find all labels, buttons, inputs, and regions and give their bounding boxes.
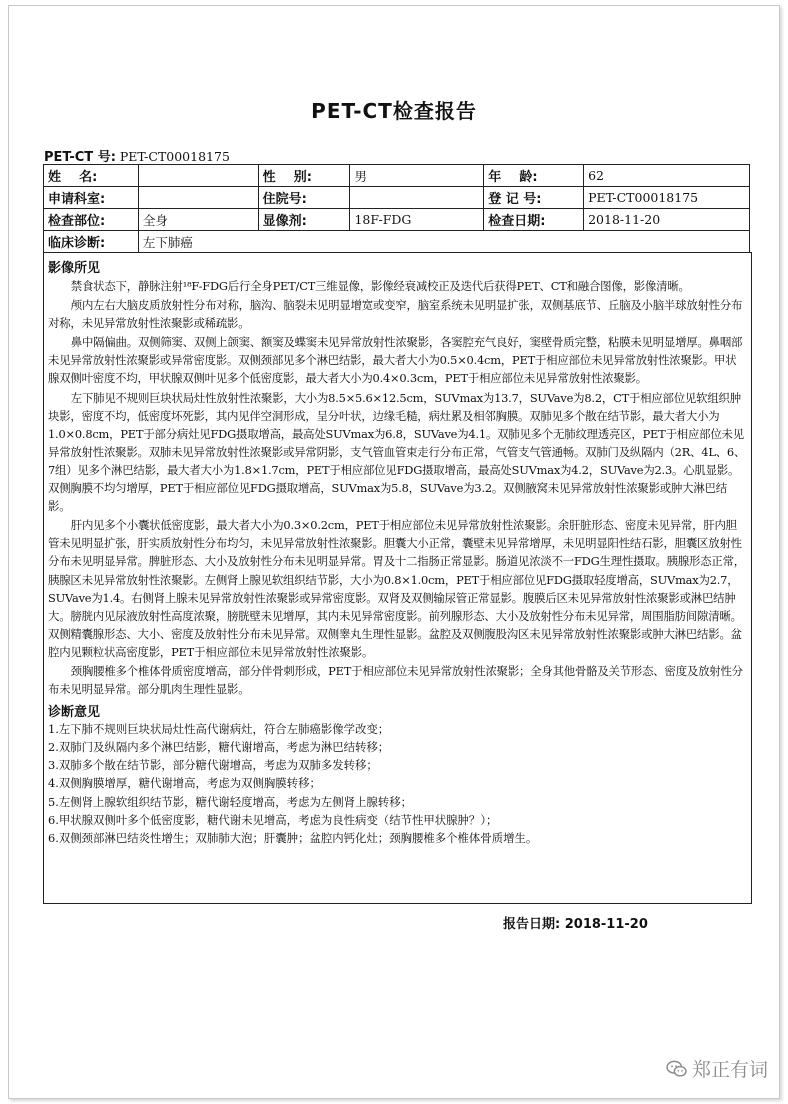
agent-value: 18F-FDG — [350, 209, 484, 231]
reg-value: PET-CT00018175 — [584, 187, 750, 209]
findings-paragraph: 鼻中隔偏曲。双侧筛窦、双侧上颌窦、额窦及蝶窦未见异常放射性浓聚影，各窦腔充气良好，窦壁骨质完整，粘膜未见明显增厚。鼻咽部未见异常放射性浓聚影或异常密度影。双侧颈部见多个淋巴结影，最大者大小为0.5×0.4cm，PET于相应部位未见异常放射性浓聚影。甲状腺双侧叶密度不均，甲状腺双侧叶见多个低密度影，最大者大小为0.4×0.3cm，PET于相应部位未见异常放射性浓聚影。 — [48, 335, 743, 386]
sex-label: 性 别: — [258, 165, 350, 187]
findings-paragraph: 左下肺见不规则巨块状局灶性放射性浓聚影，大小为8.5×5.6×12.5cm，SUVmax为13.7，SUVave为8.2，CT于相应部位见软组织肿块影，密度不均，低密度坏死影，其内见伴空洞形成，呈分叶状，边缘毛糙，病灶累及相邻胸膜。双肺见多个散在结节影，最大者大小为1.0×0.8cm，PET于部分病灶见FDG摄取增高，最高处SUVmax为6.8，SUVave为4.1。双肺见多个无肺纹理透亮区，PET于相应部位未见异常放射性浓聚影。双肺未见异常放射性浓聚影或异常阴影，支气管血管束走行分布正常，气管支气管通畅。双肺门及纵隔内（2R、4L、6、7组）见多个淋巴结影，最大者大小为1.8×1.7cm，PET于相应部位见FDG摄取增高，最高处SUVmax为4.2，SUVave为2.3。心肌显影。双侧胸膜不均匀增厚，PET于相应部位见FDG摄取增高，SUVmax为5.8，SUVave为3.2。双侧腋窝未见异常放射性浓聚影或肿大淋巴结影。 — [48, 390, 746, 514]
report-title: PET-CT检查报告 — [311, 99, 477, 123]
inpatient-value — [350, 187, 484, 209]
pet-ct-number — [44, 146, 230, 165]
name-label: 姓 名: — [44, 165, 139, 187]
report-date: 报告日期: 2018-11-20 — [503, 917, 648, 932]
findings-paragraph: 颈胸腰椎多个椎体骨质密度增高，部分伴骨刺形成，PET于相应部位未见异常放射性浓聚影；全身其他骨骼及关节形态、密度及放射性分布未见明显异常。部分肌肉生理性显影。 — [48, 663, 743, 697]
findings-title: 影像所见 — [48, 261, 101, 276]
agent-label: 显像剂: — [258, 209, 350, 231]
dept-label: 申请科室: — [44, 187, 139, 209]
inpatient-label: 住院号: — [258, 187, 350, 209]
list-item: 3.双肺多个散在结节影，部分糖代谢增高，考虑为双肺多发转移； — [48, 758, 378, 773]
list-item: 1.左下肺不规则巨块状局灶性高代谢病灶，符合左肺癌影像学改变； — [48, 722, 390, 737]
reg-label: 登 记 号: — [484, 187, 584, 209]
findings-paragraph: 颅内左右大脑皮质放射性分布对称，脑沟、脑裂未见明显增宽或变窄，脑室系统未见明显扩张，双侧基底节、丘脑及小脑半球放射性分布对称，未见异常放射性浓聚影或稀疏影。 — [48, 298, 743, 331]
diagnosis-list — [44, 720, 751, 847]
table-row — [44, 209, 750, 231]
age-value: 62 — [584, 165, 750, 187]
findings-text — [44, 277, 751, 698]
list-item: 4.双侧胸膜增厚，糖代谢增高，考虑为双侧胸膜转移； — [48, 776, 321, 791]
table-row — [44, 165, 750, 187]
list-item: 6.甲状腺双侧叶多个低密度影，糖代谢未见增高，考虑为良性病变（结节性甲状腺肿？）； — [48, 812, 498, 827]
list-item: 5.左侧肾上腺软组织结节影，糖代谢轻度增高，考虑为左侧肾上腺转移； — [48, 794, 412, 809]
date-value: 2018-11-20 — [584, 209, 750, 231]
table-row — [44, 231, 750, 253]
diagnosis-title: 诊断意见 — [48, 705, 101, 721]
wechat-icon — [666, 1060, 688, 1078]
findings-paragraph: 肝内见多个小囊状低密度影，最大者大小为0.3×0.2cm，PET于相应部位未见异常放射性浓聚影。余肝脏形态、密度未见异常，肝内胆管未见明显扩张，肝实质放射性分布均匀，未见异常放射性浓聚影。胆囊大小正常，囊壁未见异常增厚，未见明显阳性结石影，胆囊区放射性分布未见明显异常。脾脏形态、大小及放射性分布未见明显异常。胃及十二指肠正常显影。肠道见浓淡不一FDG生理性摄取。胰腺形态正常，胰腺区未见异常放射性浓聚影。左侧肾上腺见软组织结节影，大小为0.8×1.0cm，PET于相应部位见FDG摄取轻度增高，SUVmax为2.7，SUVave为1.4。右侧肾上腺未见异常放射性浓聚影或异常密度影。双肾及双侧输尿管正常显影。腹膜后区未见异常放射性浓聚影或淋巴结肿大。膀胱内见尿液放射性高度浓聚，膀胱壁未见增厚，其内未见异常密度影。前列腺形态、大小及放射性分布未见异常，周围脂肪间隙清晰。双侧精囊腺形态、大小、密度及放射性分布未见异常。双侧睾丸生理性显影。盆腔及双侧腹股沟区未见异常放射性浓聚影或肿大淋巴结影。盆腔内见颗粒状高密度影，PET于相应部位未见异常放射性浓聚影。 — [48, 518, 745, 659]
clinical-label: 临床诊断: — [44, 231, 139, 253]
list-item: 6.双侧颈部淋巴结炎性增生；双肺肺大泡；肝囊肿；盆腔内钙化灶；颈胸腰椎多个椎体骨质增生。 — [48, 830, 538, 845]
dept-value — [138, 187, 258, 209]
sex-value: 男 — [350, 165, 484, 187]
list-item: 2.双肺门及纵隔内多个淋巴结影，糖代谢增高，考虑为淋巴结转移； — [48, 740, 390, 755]
watermark-text: 郑正有词 — [691, 1059, 768, 1081]
findings-paragraph: 禁食状态下，静脉注射¹⁸F-FDG后行全身PET/CT三维显像，影像经衰减校正及迭代后获得PET、CT和融合图像，影像清晰。 — [70, 279, 690, 293]
table-row — [44, 187, 750, 209]
pet-ct-number-label: PET-CT 号: — [44, 150, 116, 165]
report-body — [43, 252, 752, 904]
clinical-value: 左下肺癌 — [138, 231, 749, 253]
site-value: 全身 — [138, 209, 258, 231]
name-value — [138, 165, 258, 187]
watermark — [666, 1055, 768, 1082]
patient-info-table — [43, 164, 750, 253]
age-label: 年 龄: — [484, 165, 584, 187]
site-label: 检查部位: — [44, 209, 139, 231]
date-label: 检查日期: — [484, 209, 584, 231]
pet-ct-number-value: PET-CT00018175 — [119, 149, 230, 164]
